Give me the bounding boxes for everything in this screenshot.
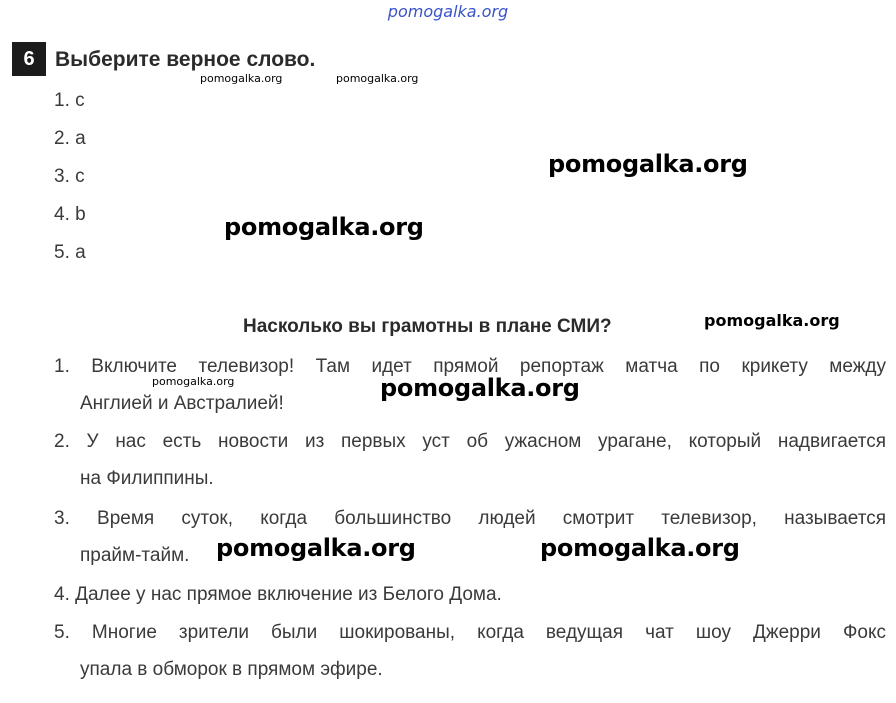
answer-item: 5. a [54,242,86,263]
watermark: pomogalka.org [540,534,740,562]
watermark: pomogalka.org [200,72,283,85]
answer-item: 3. c [54,166,85,187]
watermark: pomogalka.org [704,311,840,330]
section-heading: Насколько вы грамотны в плане СМИ? [243,316,612,337]
watermark: pomogalka.org [336,72,419,85]
watermark: pomogalka.org [380,374,580,402]
sentence-item [54,500,886,574]
sentence-line: 1. Включите телевизор! Там идет прямой репортаж матча по крикету между [54,356,886,377]
task-title: Выберите верное слово. [55,48,316,71]
watermark: pomogalka.org [216,534,416,562]
answer-item: 1. c [54,90,85,111]
sentence-line: 5. Многие зрители были шокированы, когда ведущая чат шоу Джерри Фокс [54,622,886,643]
task-number-badge: 6 [12,42,46,76]
sentence-item [54,614,886,688]
sentence-line: 2. У нас есть новости из первых уст об ужасном урагане, который надвигается [54,431,886,452]
watermark: pomogalka.org [152,375,235,388]
watermark-top: pomogalka.org [387,2,509,21]
answer-item: 4. b [54,204,86,225]
sentence-line: 4. Далее у нас прямое включение из Белого Дома. [54,584,502,605]
watermark: pomogalka.org [224,213,424,241]
sentence-line: Англией и Австралией! [80,393,284,414]
sentence-item [54,576,886,613]
sentence-line: упала в обморок в прямом эфире. [80,659,383,680]
sentence-line: на Филиппины. [80,468,214,489]
watermark: pomogalka.org [548,150,748,178]
sentence-line: 3. Время суток, когда большинство людей смотрит телевизор, называется [54,508,886,529]
sentence-item [54,423,886,497]
sentence-line: прайм-тайм. [80,545,190,566]
answer-item: 2. a [54,128,86,149]
